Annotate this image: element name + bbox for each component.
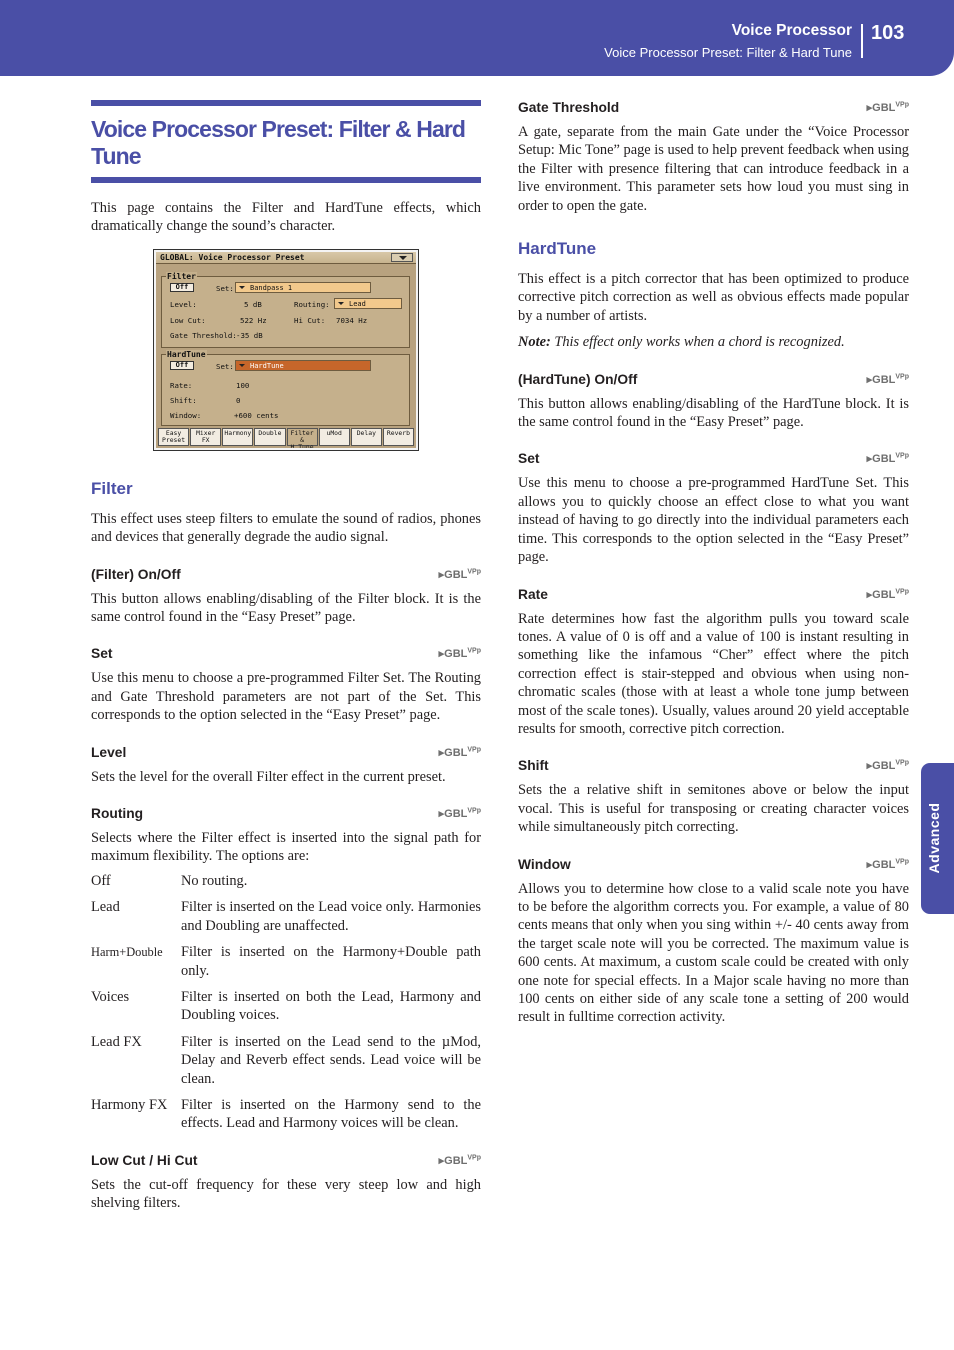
gbl-shortcut-icon[interactable]: $▸GBL^{VPp}$ <box>438 1154 481 1167</box>
hardtune-shift-heading <box>518 758 909 773</box>
filter-level-label: Level: <box>170 299 197 309</box>
note-text: This effect only works when a chord is recognized. <box>550 334 845 351</box>
routing-option-row <box>91 943 481 988</box>
gbl-shortcut-icon[interactable]: $▸GBL^{VPp}$ <box>866 452 909 466</box>
screen-tab-bar <box>158 428 414 446</box>
hardtune-panel-title: HardTune <box>167 349 206 359</box>
section-subtitle: Voice Processor Preset: Filter & Hard Tune <box>604 45 852 60</box>
filter-hicut-value[interactable]: 7034 Hz <box>336 315 368 325</box>
screen-title-bar <box>156 252 416 264</box>
routing-option-row <box>91 872 481 898</box>
tab-umod[interactable]: uMod <box>319 428 350 446</box>
hardtune-shift-label: Shift: <box>170 395 197 405</box>
filter-onoff-title: (Filter) On/Off <box>91 566 181 582</box>
filter-set-title: Set <box>91 646 113 662</box>
filter-set-heading <box>91 646 481 661</box>
routing-option-row <box>91 988 481 1033</box>
screen-menu-arrow-icon[interactable] <box>391 253 413 262</box>
routing-option-desc: Filter is inserted on both the Lead, Harmony and Doubling voices. <box>181 988 481 1024</box>
routing-option-desc: Filter is inserted on the Lead voice only. Harmonies and Doubling are unaffected. <box>181 899 481 934</box>
filter-level-title: Level <box>91 744 127 760</box>
filter-lowcut-label: Low Cut: <box>170 315 206 325</box>
hardtune-window-value[interactable]: +600 cents <box>234 410 279 420</box>
filter-gate-label: Gate Threshold: <box>170 330 237 340</box>
side-tab-label: Advanced <box>926 802 942 874</box>
routing-option-desc: No routing. <box>181 872 248 889</box>
hardtune-set-text: Use this menu to choose a pre-programmed HardTune Set. This allows you to quickly choose an effect close to what you want instead of having to go directly into the individual parameters each time. This corresponds to the option selected in the “Easy Preset” page. <box>518 475 909 566</box>
hardtune-onoff-text: This button allows enabling/disabling of the HardTune block. It is the same control found in the “Easy Preset” page. <box>518 395 909 431</box>
tab-easy-preset[interactable]: Easy Preset <box>158 428 189 446</box>
hardtune-set-title: Set <box>518 451 540 467</box>
filter-hicut-label: Hi Cut: <box>294 315 326 325</box>
hardtune-rate-value[interactable]: 100 <box>236 380 250 390</box>
gbl-shortcut-icon[interactable]: $▸GBL^{VPp}$ <box>866 759 909 773</box>
right-column <box>518 100 909 1027</box>
filter-level-text: Sets the level for the overall Filter effect in the current preset. <box>91 768 446 785</box>
note-label: Note: <box>518 334 551 351</box>
filter-lowhi-title: Low Cut / Hi Cut <box>91 1152 198 1168</box>
filter-panel <box>161 271 410 348</box>
hardtune-onoff-title: (HardTune) On/Off <box>518 371 638 387</box>
intro-text: This page contains the Filter and HardTune effects, which dramatically change the sound’s character. <box>91 200 481 235</box>
hardtune-shift-value[interactable]: 0 <box>236 395 241 405</box>
filter-set-select[interactable]: Bandpass 1 <box>235 282 371 293</box>
hardtune-rate-text: Rate determines how fast the algorithm pulls you toward scale tones. A value of 0 is off and a value of 100 is instant resulting in something like the infamous “Cher” effect where the pitch correction effect is stair-stepped and obvious when using non-chromatic scales (those with at least a whole tone jump between most of the scale tones). Usually, values around 20 yield acceptable results for smooth, corrective pitch correction. <box>518 610 909 737</box>
filter-routing-text: Selects where the Filter effect is inserted into the signal path for maximum flexibility. The options are: <box>91 830 481 865</box>
hardtune-window-heading <box>518 857 909 872</box>
filter-routing-heading <box>91 806 481 821</box>
filter-level-heading <box>91 745 481 760</box>
routing-option-desc: Filter is inserted on the Harmony+Double path only. <box>181 944 481 979</box>
hardtune-onoff-heading <box>518 372 909 387</box>
header-band <box>0 0 954 76</box>
hardtune-rate-title: Rate <box>518 586 548 602</box>
routing-option-name: Off <box>91 872 111 889</box>
routing-option-desc: Filter is inserted on the Harmony send to the effects. Lead and Harmony voices will be clean. <box>181 1096 481 1132</box>
routing-options-table <box>91 872 481 1141</box>
tab-mixer-fx[interactable]: Mixer FX <box>190 428 221 446</box>
filter-heading: Filter <box>91 478 133 498</box>
hardtune-shift-title: Shift <box>518 758 549 774</box>
gbl-shortcut-icon[interactable]: $▸GBL^{VPp}$ <box>866 857 909 871</box>
screen-display <box>156 252 416 448</box>
filter-gate-value[interactable]: -35 dB <box>236 330 263 340</box>
filter-routing-title: Routing <box>91 806 144 822</box>
routing-option-desc: Filter is inserted on the Lead send to the µMod, Delay and Reverb effect sends. Lead voice will be clean. <box>181 1033 481 1087</box>
screen-title: GLOBAL: Voice Processor Preset <box>160 252 305 262</box>
routing-option-row <box>91 898 481 943</box>
hardtune-set-label: Set: <box>216 361 234 371</box>
tab-filter-htune[interactable]: Filter & H.Tune <box>287 428 318 446</box>
routing-option-name: Harmony FX <box>91 1096 168 1113</box>
filter-set-label: Set: <box>216 283 234 293</box>
filter-onoff-text: This button allows enabling/disabling of the Filter block. It is the same control found in the “Easy Preset” page. <box>91 590 481 626</box>
gbl-shortcut-icon[interactable]: $▸GBL^{VPp}$ <box>866 373 909 386</box>
gbl-shortcut-icon[interactable]: $▸GBL^{VPp}$ <box>438 807 481 821</box>
tab-delay[interactable]: Delay <box>351 428 382 446</box>
routing-option-name: Lead FX <box>91 1033 142 1050</box>
hardtune-window-text: Allows you to determine how close to a valid scale note you have to be before the algorithm corrects you. For example, a value of 80 cents means that only when you sing within +/- 40 cents away from the target scale note will you be corrected. The maximum value is 600 cents. At maximum, a custom scale could be created with only one note for special effects. In a Major scale having no more than 100 cents on either side of any scale tone a setting of 200 would result in fulltime correction activity. <box>518 880 909 1026</box>
hardtune-set-select[interactable]: HardTune <box>235 360 371 371</box>
gate-title: Gate Threshold <box>518 100 620 115</box>
gbl-shortcut-icon[interactable]: $▸GBL^{VPp}$ <box>438 567 481 581</box>
filter-set-text: Use this menu to choose a pre-programmed Filter Set. The Routing and Gate Threshold parameters are not part of the Set. This corresponds to the option selected in the “Easy Preset” page. <box>91 670 481 724</box>
hardtune-set-heading <box>518 451 909 466</box>
gate-heading <box>518 100 909 115</box>
tab-reverb[interactable]: Reverb <box>383 428 414 446</box>
screen-figure <box>153 249 419 451</box>
tab-double[interactable]: Double <box>254 428 285 446</box>
hardtune-rate-heading <box>518 587 909 602</box>
hardtune-note <box>518 333 909 351</box>
gbl-shortcut-icon[interactable]: $▸GBL^{VPp}$ <box>866 587 909 601</box>
routing-option-row <box>91 1033 481 1096</box>
tab-harmony[interactable]: Harmony <box>222 428 253 446</box>
header-divider <box>861 24 863 58</box>
filter-lowhi-heading <box>91 1153 481 1168</box>
gbl-shortcut-icon[interactable]: $▸GBL^{VPp}$ <box>438 647 481 661</box>
filter-lowcut-value[interactable]: 522 Hz <box>240 315 267 325</box>
page-number: 103 <box>871 22 905 44</box>
gbl-shortcut-icon[interactable]: $▸GBL^{VPp}$ <box>866 101 909 114</box>
title-rule-bottom <box>91 177 481 183</box>
filter-level-value[interactable]: 5 dB <box>244 299 262 309</box>
hardtune-window-title: Window <box>518 856 571 872</box>
routing-option-name: Voices <box>91 988 130 1005</box>
hardtune-panel <box>161 349 410 426</box>
gbl-shortcut-icon[interactable]: $▸GBL^{VPp}$ <box>438 746 481 759</box>
routing-option-row <box>91 1096 481 1141</box>
hardtune-off-button[interactable]: Off <box>170 361 194 370</box>
filter-routing-label: Routing: <box>294 299 330 309</box>
page-title: Voice Processor Preset: Filter & Hard Tune <box>91 116 466 169</box>
hardtune-rate-label: Rate: <box>170 380 193 390</box>
hardtune-intro: This effect is a pitch corrector that has been optimized to produce corrective pitch correction as well as obvious effects made popular by a number of artists. <box>518 271 909 324</box>
gate-text: A gate, separate from the main Gate under the “Voice Processor Setup: Mic Tone” page is used to help prevent feedback when using the Filter with presence filtering that can introduce feedback in a live environment. This parameter sets how loud you must sing in order to open the gate. <box>518 124 909 214</box>
section-title: Voice Processor <box>731 22 852 39</box>
filter-routing-select[interactable]: Lead <box>334 298 402 309</box>
hardtune-window-label: Window: <box>170 410 202 420</box>
filter-intro: This effect uses steep filters to emulate the sound of radios, phones and devices that generally degrade the audio signal. <box>91 510 481 546</box>
hardtune-heading: HardTune <box>518 239 597 259</box>
left-column <box>91 100 481 1213</box>
filter-lowhi-text: Sets the cut-off frequency for these very steep low and high shelving filters. <box>91 1176 481 1212</box>
filter-panel-title: Filter <box>167 271 196 281</box>
filter-onoff-heading <box>91 567 481 582</box>
hardtune-shift-text: Sets the a relative shift in semitones above or below the input vocal. This is useful for transposing or creating character voices while simultaneously pitch correcting. <box>518 782 909 836</box>
filter-off-button[interactable]: Off <box>170 283 194 292</box>
routing-option-name: Lead <box>91 899 120 916</box>
routing-option-name: Harm+Double <box>91 945 163 960</box>
